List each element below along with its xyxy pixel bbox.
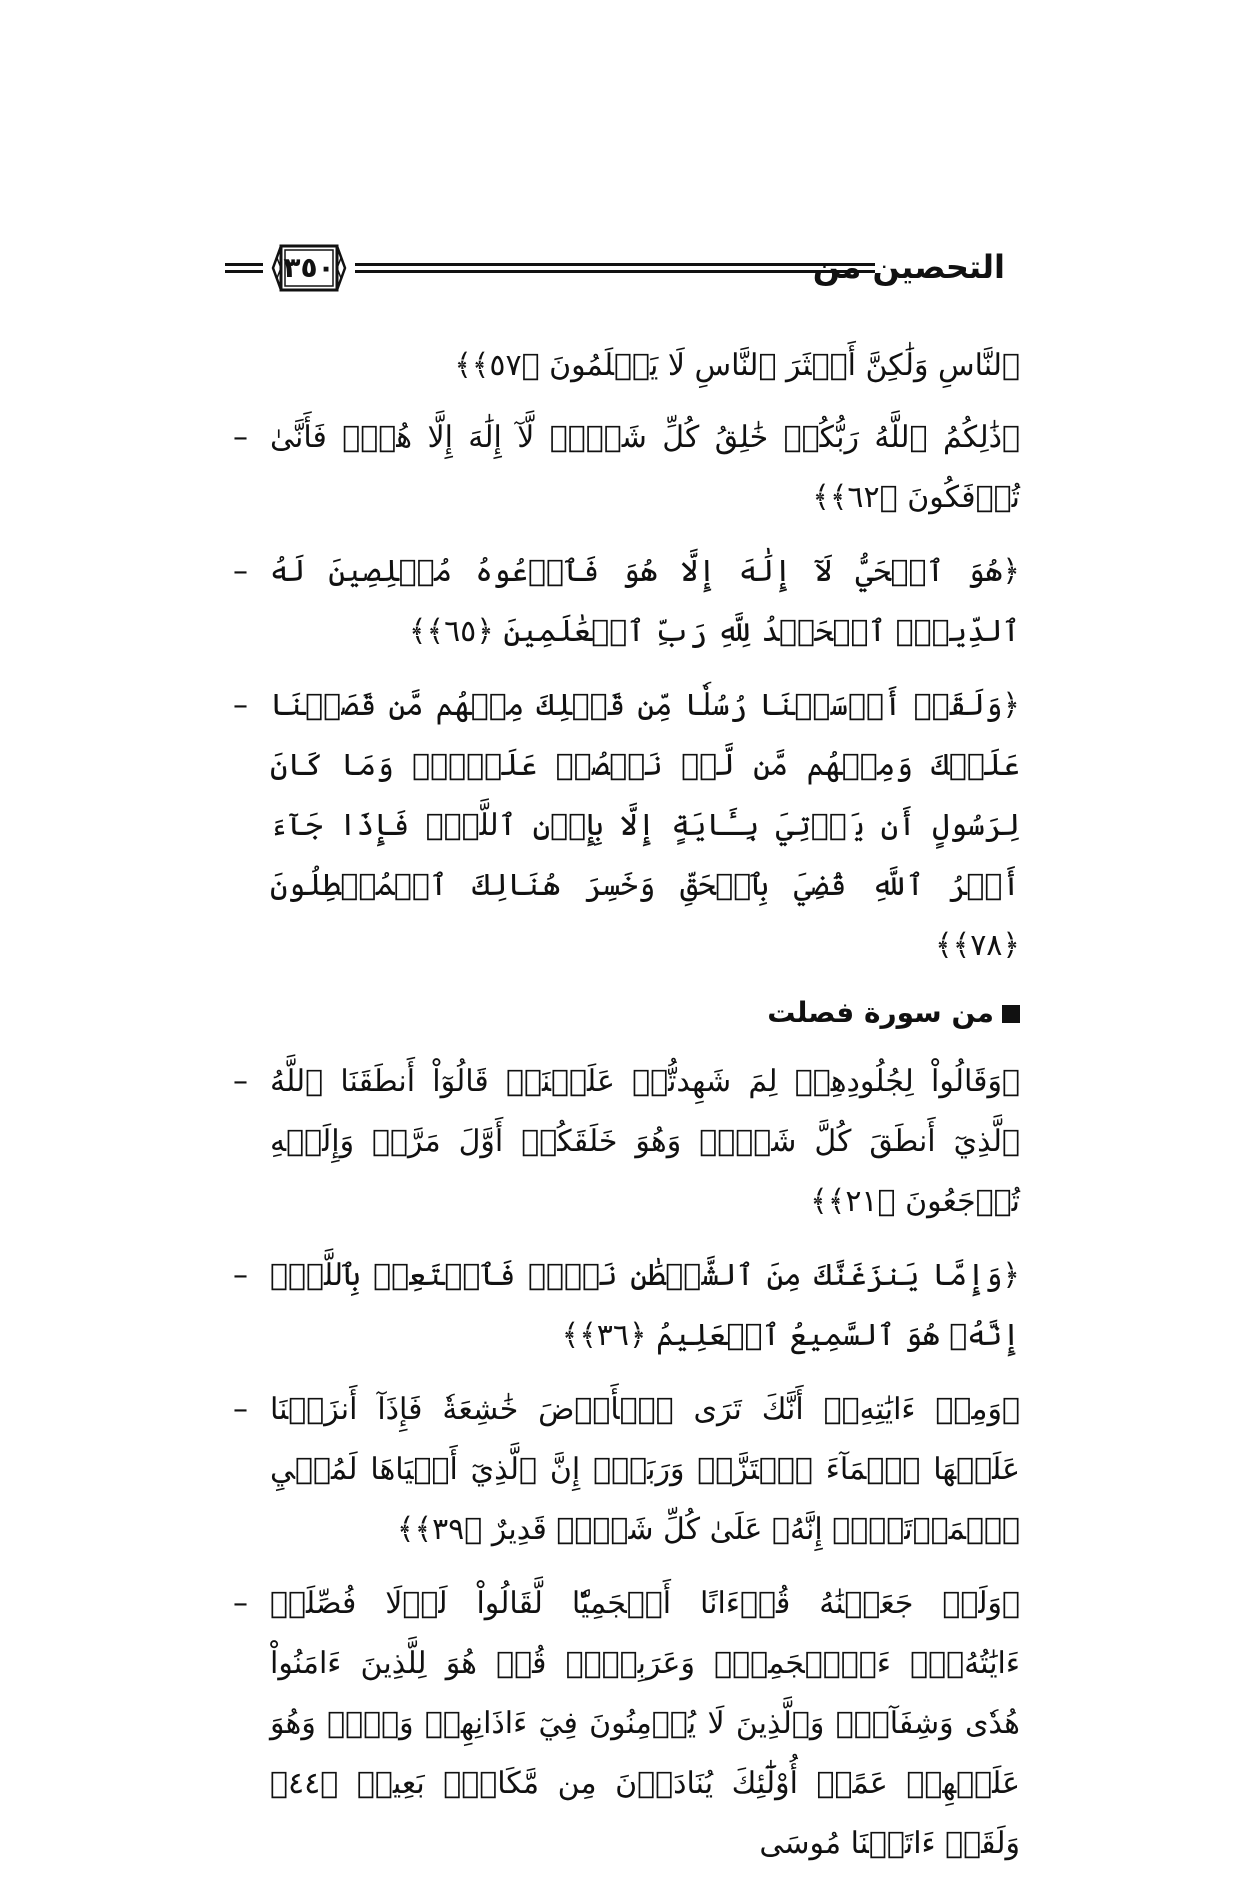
verse-item	[210, 1246, 1020, 1366]
verse-item	[210, 1380, 1020, 1560]
list-dash: –	[233, 1258, 248, 1293]
header-rule-left	[225, 263, 263, 273]
verse-text: ﴿وَلَوۡ جَعَلۡنَٰهُ قُرۡءَانًا أَعۡجَمِيّٗا لَّقَالُواْ لَوۡلَا فُصِّلَتۡ ءَايَٰتُهُۥٓۖ ءَا۬عۡجَمِيّٞ وَعَرَبِيّٞۗ قُلۡ هُوَ لِلَّذِينَ ءَامَنُواْ هُدٗى وَشِفَآءٞۚ وَٱلَّذِينَ لَا يُؤۡمِنُونَ فِيٓ ءَاذَانِهِمۡ وَقۡرٞ وَهُوَ عَلَيۡهِمۡ عَمًىۚ أُوْلَٰٓئِكَ يُنَادَوۡنَ مِن مَّكَانِۭ بَعِيدٖ ﴿٤٤﴾ وَلَقَدۡ ءَاتَيۡنَا مُوسَى	[270, 1586, 1020, 1861]
list-dash: –	[233, 1064, 248, 1099]
verse-item	[210, 1052, 1020, 1232]
continued-verse-line: ٱلنَّاسِ وَلَٰكِنَّ أَكۡثَرَ ٱلنَّاسِ لَا يَعۡلَمُونَ ﴿٥٧﴾﴾	[454, 348, 1020, 383]
list-dash: –	[233, 688, 248, 723]
list-dash: –	[233, 1392, 248, 1427]
verse-item	[210, 1574, 1020, 1874]
verse-text: ﴿وَقَالُواْ لِجُلُودِهِمۡ لِمَ شَهِدتُّمۡ عَلَيۡنَاۖ قَالُوٓاْ أَنطَقَنَا ٱللَّهُ ٱلَّذِيٓ أَنطَقَ كُلَّ شَيۡءٖ وَهُوَ خَلَقَكُمۡ أَوَّلَ مَرَّةٖ وَإِلَيۡهِ تُرۡجَعُونَ ﴿٢١﴾﴾	[270, 1064, 1020, 1219]
list-dash: –	[233, 554, 248, 589]
verse-text: ﴿وَإِمَّا يَنزَغَنَّكَ مِنَ ٱلشَّيۡطَٰنِ نَزۡغٞ فَٱسۡتَعِذۡ بِٱللَّهِۖ إِنَّهُۥ هُوَ ٱلسَّمِيعُ ٱلۡعَلِيمُ ﴿٣٦﴾﴾	[270, 1258, 1020, 1353]
verse-item	[210, 676, 1020, 976]
verse-item	[210, 542, 1020, 662]
page-header	[225, 234, 1005, 304]
page-number: ٣٥٠	[283, 251, 335, 284]
verse-text: ﴿ذَٰلِكُمُ ٱللَّهُ رَبُّكُمۡ خَٰلِقُ كُلِّ شَيۡءٖ لَّآ إِلَٰهَ إِلَّا هُوَۖ فَأَنَّىٰ تُؤۡفَكُونَ ﴿٦٢﴾﴾	[270, 420, 1020, 515]
main-text	[210, 320, 1020, 1886]
verse-text: ﴿وَمِنۡ ءَايَٰتِهِۦٓ أَنَّكَ تَرَى ٱلۡأَرۡضَ خَٰشِعَةٗ فَإِذَآ أَنزَلۡنَا عَلَيۡهَا ٱلۡمَآءَ ٱهۡتَزَّتۡ وَرَبَتۡۚ إِنَّ ٱلَّذِيٓ أَحۡيَاهَا لَمُحۡيِ ٱلۡمَوۡتَىٰٓۚ إِنَّهُۥ عَلَىٰ كُلِّ شَيۡءٖ قَدِيرٌ ﴿٣٩﴾﴾	[270, 1392, 1020, 1547]
verse-text: ﴿هُوَ ٱلۡحَيُّ لَآ إِلَٰهَ إِلَّا هُوَ فَٱدۡعُوهُ مُخۡلِصِينَ لَهُ ٱلدِّينَۗ ٱلۡحَمۡدُ لِلَّهِ رَبِّ ٱلۡعَٰلَمِينَ ﴿٦٥﴾﴾	[270, 554, 1020, 649]
header-rule-main	[355, 263, 875, 273]
verse-item	[210, 408, 1020, 528]
section-heading-text: من سورة فصلت	[767, 996, 994, 1029]
list-dash: –	[233, 1586, 248, 1621]
page-number-frame	[271, 240, 347, 296]
square-bullet-icon	[1002, 1005, 1020, 1023]
section-heading	[210, 988, 1020, 1038]
verse-text: ﴿وَلَقَدۡ أَرۡسَلۡنَا رُسُلٗا مِّن قَبۡلِكَ مِنۡهُم مَّن قَصَصۡنَا عَلَيۡكَ وَمِنۡهُم مَّن لَّمۡ نَقۡصُصۡ عَلَيۡكَۗ وَمَا كَانَ لِرَسُولٍ أَن يَأۡتِيَ بِـَٔايَةٍ إِلَّا بِإِذۡنِ ٱللَّهِۚ فَإِذَا جَآءَ أَمۡرُ ٱللَّهِ قُضِيَ بِٱلۡحَقِّ وَخَسِرَ هُنَالِكَ ٱلۡمُبۡطِلُونَ ﴿٧٨﴾﴾	[270, 688, 1020, 963]
list-dash: –	[233, 420, 248, 455]
running-title: التحصين من	[812, 248, 1005, 286]
